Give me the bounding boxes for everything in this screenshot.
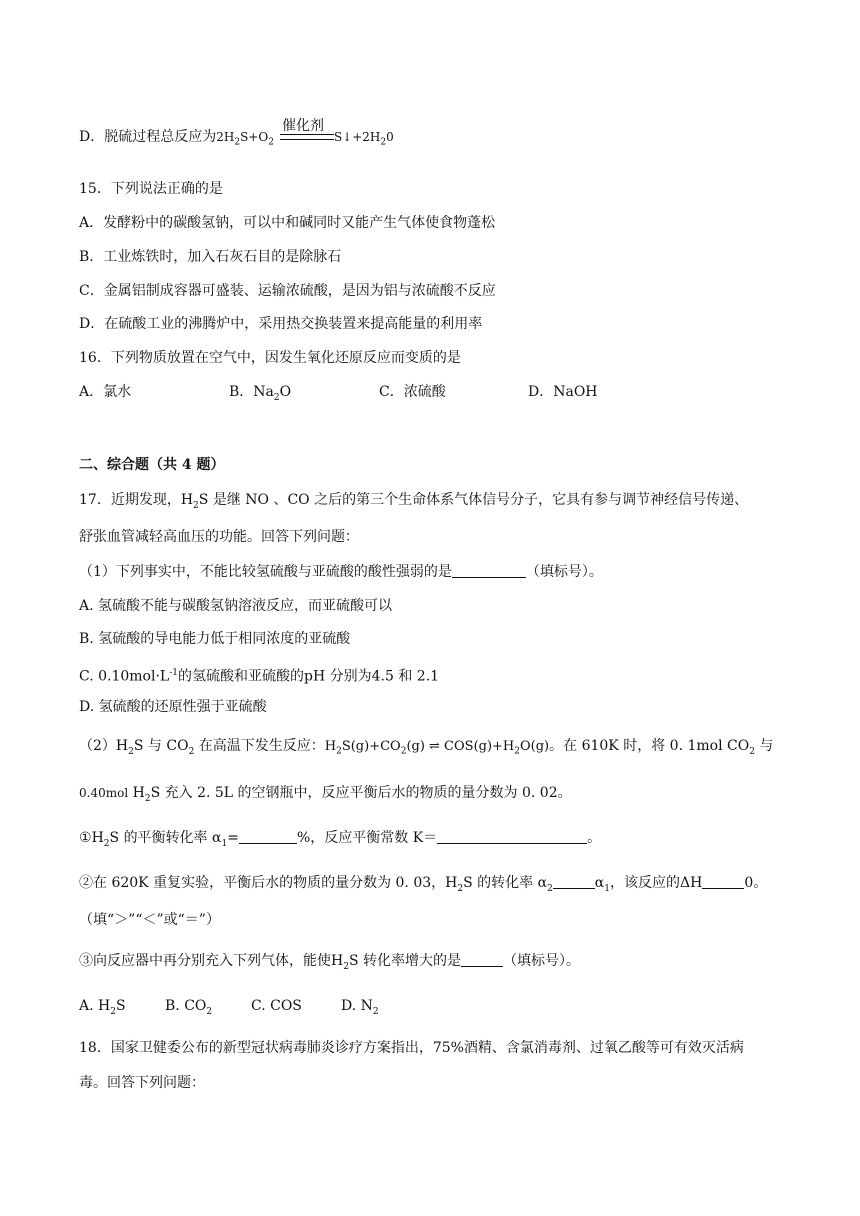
catalyst-label: 催化剂 [282, 118, 324, 134]
answer-blank[interactable] [452, 563, 526, 578]
equation-reactants: $2H_2S+O_2$ [216, 130, 274, 148]
q17-sub3-option-a: A. $H_2S$ [79, 998, 126, 1017]
q14-option-d [79, 127, 394, 152]
option-d-text: D．脱硫过程总反应为 [79, 129, 217, 145]
q15-stem: 15．下列说法正确的是 [79, 181, 223, 197]
q16-option-c: C．浓硫酸 [379, 384, 446, 400]
q17-sub3-option-d: D. $N_2$ [341, 998, 379, 1017]
q17-part1-option-d: D. 氢硫酸的还原性强于亚硫酸 [79, 699, 267, 715]
answer-blank[interactable] [702, 874, 744, 889]
q16-option-b: B．$Na_2O$ [229, 384, 292, 403]
q17-part1-option-b: B. 氢硫酸的导电能力低于相同浓度的亚硫酸 [79, 631, 351, 647]
q17-part1-option-c: C. $0.10mol\cdot L^{-1}$的氢硫酸和亚硫酸的pH 分别为4.5 和 2.1 [79, 668, 440, 685]
q17-sub3-option-b: B. $CO_2$ [165, 998, 213, 1017]
q15-option-b: B．工业炼铁时，加入石灰石目的是除脉石 [79, 249, 342, 265]
q17-part1-option-a: A. 氢硫酸不能与碳酸氢钠溶液反应，而亚硫酸可以 [79, 598, 393, 614]
q18-stem-line1: 18．国家卫健委公布的新型冠状病毒肺炎诊疗方案指出，75%酒精、含氯消毒剂、过氧乙酸等可有效灭活病 [79, 1040, 744, 1056]
q16-option-d: D．NaOH [528, 384, 598, 400]
q18-stem-line2: 毒。回答下列问题： [79, 1075, 205, 1091]
q17-stem-line2: 舒张血管减轻高血压的功能。回答下列问题： [79, 529, 359, 545]
q17-sub2: ②在 620K 重复实验，平衡后水的物质的量分数为 0. 03，$H_2S$ 的转化率 $\alpha_2$ $\alpha_1$，该反应的ΔH 0。 [79, 875, 768, 894]
answer-blank[interactable] [437, 829, 587, 844]
q17-sub3: ③向反应器中再分别充入下列气体，能使$H_2S$ 转化率增大的是 （填标号）。 [79, 953, 580, 972]
q17-part2-line1: $(2)H_2S$ 与 $CO_2$ 在高温下发生反应：$H_2S(g)+CO_2(g)$ ⇌ $COS(g)+H_2O(g)$。在 610K 时，将 0. 1mol $CO_2$ 与 [79, 738, 774, 757]
equation-equals-sign [280, 134, 334, 140]
q15-option-d: D．在硫酸工业的沸腾炉中，采用热交换装置来提高能量的利用率 [79, 316, 483, 332]
q15-option-a: A．发酵粉中的碳酸氢钠，可以中和碱同时又能产生气体使食物蓬松 [79, 215, 496, 231]
q15-option-c: C．金属铝制成容器可盛装、运输浓硫酸，是因为铝与浓硫酸不反应 [79, 283, 496, 299]
answer-blank[interactable] [461, 952, 503, 967]
q16-stem: 16．下列物质放置在空气中，因发生氧化还原反应而变质的是 [79, 350, 461, 366]
answer-blank[interactable] [553, 874, 595, 889]
q17-sub1: $①H_2S$ 的平衡转化率 $\alpha_1=$ %，反应平衡常数 K＝ 。 [79, 830, 602, 849]
equation-products: $S↓+2H_20$ [333, 130, 394, 148]
q17-part1: （1）下列事实中，不能比较氢硫酸与亚硫酸的酸性强弱的是 （填标号）。 [79, 564, 603, 580]
answer-blank[interactable] [239, 829, 297, 844]
q17-stem-line1: 17．近期发现，$H_2S$ 是继 NO 、CO 之后的第三个生命体系气体信号分子，它具有参与调节神经信号传递、 [79, 492, 749, 511]
q16-option-a: A．氯水 [79, 384, 132, 400]
section-heading: 二、综合题（共 4 题） [79, 457, 225, 473]
q17-sub3-option-c: C. COS [251, 998, 302, 1014]
q17-sub2-hint: （填“＞”“＜”或“＝”） [79, 912, 220, 928]
q17-part2-line2: 0.40mol $H_2S$ 充入 2. 5L 的空钢瓶中，反应平衡后水的物质的量分数为 0. 02。 [79, 785, 572, 804]
